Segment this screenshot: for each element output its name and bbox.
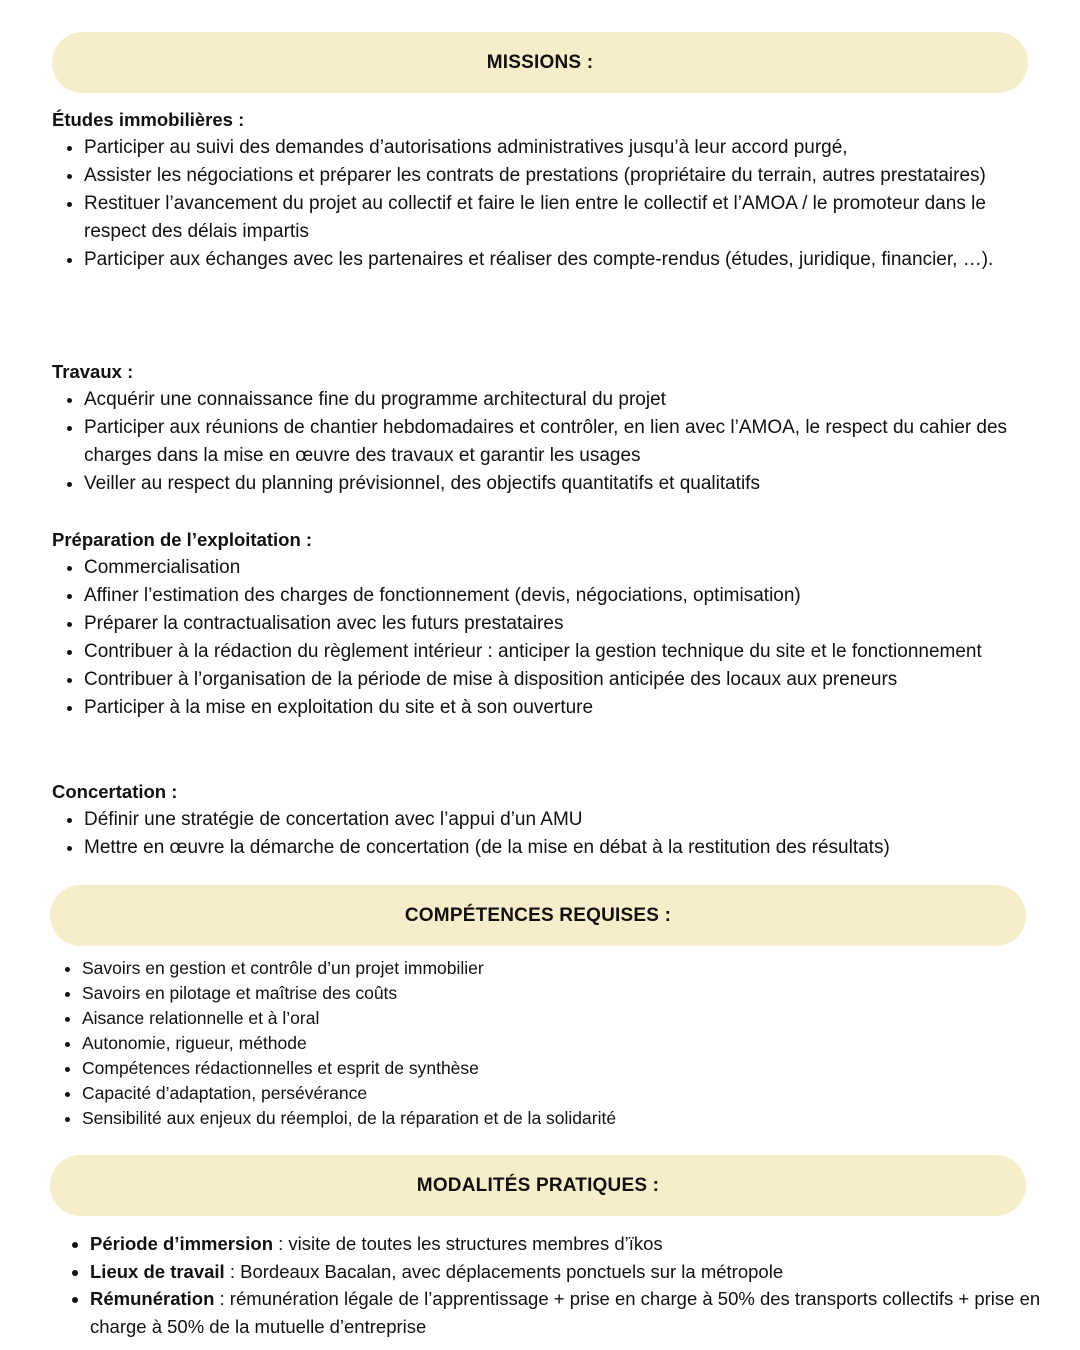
list-item: • Savoirs en gestion et contrôle d’un projet immobilier bbox=[82, 956, 1072, 981]
list-item: • Participer aux réunions de chantier hebdomadaires et contrôler, en lien avec l’AMOA, le respect du cahier des charges dans la mise en œuvre des travaux et garantir les usages bbox=[84, 414, 1042, 470]
list-item: • Veiller au respect du planning prévisionnel, des objectifs quantitatifs et qualitatifs bbox=[84, 470, 1042, 498]
section-list bbox=[52, 386, 1042, 498]
item-text: : Bordeaux Bacalan, avec déplacements ponctuels sur la métropole bbox=[224, 1260, 784, 1282]
list-item bbox=[90, 1285, 1080, 1340]
list-item: • Préparer la contractualisation avec les futurs prestataires bbox=[84, 610, 1042, 638]
list-item: • Participer au suivi des demandes d’autorisations administratives jusqu’à leur accord purgé, bbox=[84, 134, 1042, 162]
list-item: • Aisance relationnelle et à l’oral bbox=[82, 1006, 1072, 1031]
item-label: Lieux de travail bbox=[90, 1260, 225, 1282]
list-item: • Contribuer à la rédaction du règlement intérieur : anticiper la gestion technique du site et le fonctionnement bbox=[84, 638, 1042, 666]
item-text: : visite de toutes les structures membres d’ïkos bbox=[273, 1233, 663, 1254]
section-title: Concertation : bbox=[52, 781, 178, 802]
list-item: • Sensibilité aux enjeux du réemploi, de la réparation et de la solidarité bbox=[82, 1106, 1072, 1131]
skills-heading: COMPÉTENCES REQUISES : bbox=[404, 904, 672, 926]
list-item: • Restituer l’avancement du projet au collectif et faire le lien entre le collectif et l’AMOA / le promoteur dans le respect des délais impartis bbox=[84, 190, 1042, 246]
list-item: • Contribuer à l’organisation de la période de mise à disposition anticipée des locaux aux preneurs bbox=[84, 666, 1042, 694]
list-item: • Définir une stratégie de concertation avec l’appui d’un AMU bbox=[84, 806, 1042, 834]
section-list bbox=[52, 806, 1042, 862]
item-text: : rémunération légale de l’apprentissage + prise en charge à 50% des transports collectifs + prise en charge à 50% de la mutuelle d’entreprise bbox=[90, 1288, 1041, 1337]
list-item: • Acquérir une connaissance fine du programme architectural du projet bbox=[84, 386, 1042, 414]
section-travaux bbox=[52, 358, 1042, 498]
section-list bbox=[52, 554, 1042, 722]
list-item: • Participer à la mise en exploitation du site et à son ouverture bbox=[84, 694, 1042, 722]
list-item: • Autonomie, rigueur, méthode bbox=[82, 1031, 1072, 1056]
item-label: Rémunération bbox=[90, 1288, 215, 1309]
section-etudes bbox=[52, 106, 1042, 274]
list-item: • Compétences rédactionnelles et esprit de synthèse bbox=[82, 1056, 1072, 1081]
section-title: Travaux : bbox=[52, 361, 134, 382]
list-item: • Mettre en œuvre la démarche de concertation (de la mise en débat à la restitution des résultats) bbox=[84, 834, 1042, 862]
section-list bbox=[52, 134, 1042, 274]
list-item: • Assister les négociations et préparer les contrats de prestations (propriétaire du terrain, autres prestataires) bbox=[84, 162, 1042, 190]
list-item: • Commercialisation bbox=[84, 554, 1042, 582]
list-item: • Affiner l’estimation des charges de fonctionnement (devis, négociations, optimisation) bbox=[84, 582, 1042, 610]
skills-list bbox=[50, 956, 1072, 1131]
list-item: • Capacité d’adaptation, persévérance bbox=[82, 1081, 1072, 1106]
section-title: Études immobilières : bbox=[52, 109, 245, 130]
missions-banner bbox=[52, 32, 1028, 93]
practical-list bbox=[58, 1230, 1080, 1340]
section-title: Préparation de l’exploitation : bbox=[52, 529, 313, 550]
section-concertation bbox=[52, 778, 1042, 862]
list-item bbox=[90, 1258, 1080, 1286]
missions-heading: MISSIONS : bbox=[486, 51, 594, 73]
list-item: • Participer aux échanges avec les partenaires et réaliser des compte-rendus (études, juridique, financier, …). bbox=[84, 246, 1042, 274]
skills-banner bbox=[50, 885, 1026, 946]
item-label: Période d’immersion bbox=[90, 1233, 273, 1254]
practical-heading: MODALITÉS PRATIQUES : bbox=[416, 1174, 660, 1196]
practical-banner bbox=[50, 1155, 1026, 1216]
list-item bbox=[90, 1230, 1080, 1258]
list-item: • Savoirs en pilotage et maîtrise des coûts bbox=[82, 981, 1072, 1006]
section-exploitation bbox=[52, 526, 1042, 722]
